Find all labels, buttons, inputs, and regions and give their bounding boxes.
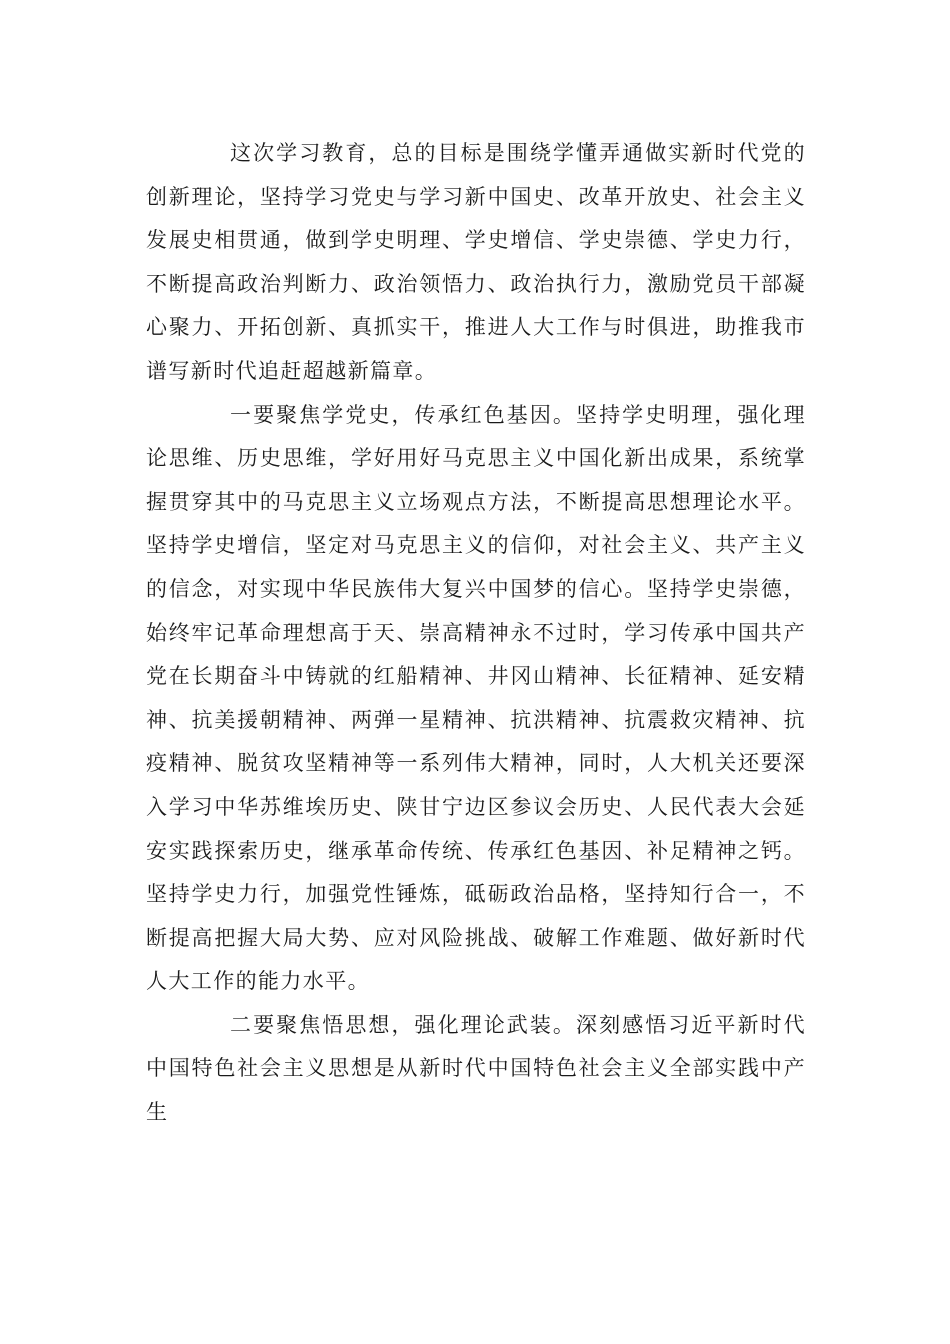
paragraph-understand-thought: 二要聚焦悟思想，强化理论武装。深刻感悟习近平新时代中国特色社会主义思想是从新时代中国特色社会主义全部实践中产生 — [146, 1012, 806, 1125]
paragraph-learning-goal: 这次学习教育，总的目标是围绕学懂弄通做实新时代党的创新理论，坚持学习党史与学习新中国史、改革开放史、社会主义发展史相贯通，做到学史明理、学史增信、学史崇德、学史力行，不断提高政治判断力、政治领悟力、政治执行力，激励党员干部凝心聚力、开拓创新、真抓实干，推进人大工作与时俱进，助推我市谱写新时代追赶超越新篇章。 — [146, 141, 806, 383]
paragraph-study-party-history: 一要聚焦学党史，传承红色基因。坚持学史明理，强化理论思维、历史思维，学好用好马克思主义中国化新出成果，系统掌握贯穿其中的马克思主义立场观点方法，不断提高思想理论水平。坚持学史增信，坚定对马克思主义的信仰，对社会主义、共产主义的信念，对实现中华民族伟大复兴中国梦的信心。坚持学史崇德，始终牢记革命理想高于天、崇高精神永不过时，学习传承中国共产党在长期奋斗中铸就的红船精神、井冈山精神、长征精神、延安精神、抗美援朝精神、两弹一星精神、抗洪精神、抗震救灾精神、抗疫精神、脱贫攻坚精神等一系列伟大精神，同时，人大机关还要深入学习中华苏维埃历史、陕甘宁边区参议会历史、人民代表大会延安实践探索历史，继承革命传统、传承红色基因、补足精神之钙。坚持学史力行，加强党性锤炼，砥砺政治品格，坚持知行合一，不断提高把握大局大势、应对风险挑战、破解工作难题、做好新时代人大工作的能力水平。 — [146, 402, 806, 994]
document-body — [146, 132, 806, 1135]
